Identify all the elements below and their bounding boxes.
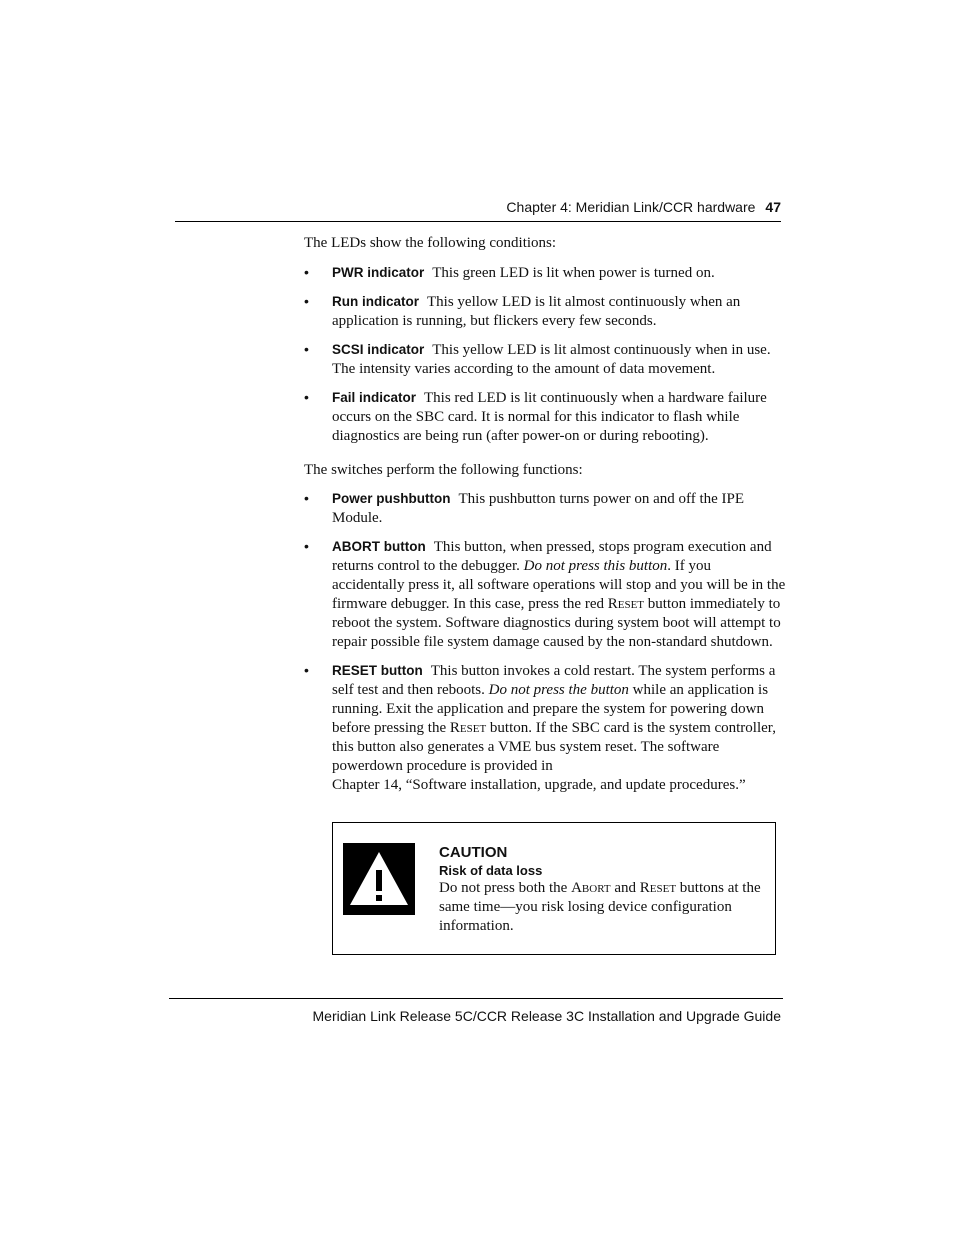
bullet-icon: •	[304, 389, 309, 405]
led-list	[304, 263, 786, 446]
list-item	[304, 537, 786, 652]
list-item	[304, 489, 786, 528]
caution-text: buttons at the same time—you risk losing device configuration information.	[439, 880, 761, 934]
caution-box	[332, 822, 776, 955]
switch-list	[304, 489, 786, 795]
caution-text: and	[610, 880, 640, 896]
description: This button invokes a cold restart. The system performs a self test and then reboots.	[332, 663, 776, 698]
term-abort-button: ABORT button	[332, 539, 426, 554]
page-header	[175, 199, 781, 222]
reset-small-caps: Reset	[639, 880, 677, 896]
description: This yellow LED is lit almost continuously when an application is running, but flickers every few seconds.	[332, 294, 741, 329]
page-footer	[169, 998, 783, 1024]
caution-body	[439, 879, 769, 936]
bullet-icon: •	[304, 490, 309, 506]
term-run-indicator: Run indicator	[332, 294, 419, 309]
bullet-icon: •	[304, 264, 309, 280]
description: This green LED is lit when power is turned on.	[432, 265, 715, 281]
emphasis: Do not press this button	[523, 558, 668, 574]
bullet-icon: •	[304, 662, 309, 678]
abort-small-caps: Abort	[571, 880, 611, 896]
term-reset-button: RESET button	[332, 663, 423, 678]
chapter-reference: Chapter 14, “Software installation, upgrade, and update procedures.”	[332, 777, 746, 793]
caution-text: Do not press both the	[439, 880, 572, 896]
bullet-icon: •	[304, 538, 309, 554]
description: This button, when pressed, stops program execution and returns control to the debugger.	[332, 539, 772, 574]
footer-title: Meridian Link Release 5C/CCR Release 3C Installation and Upgrade Guide	[312, 1008, 781, 1024]
caution-subtitle: Risk of data loss	[439, 863, 543, 878]
warning-icon	[343, 843, 415, 915]
bullet-icon: •	[304, 293, 309, 309]
reset-small-caps: Reset	[607, 596, 645, 612]
list-item	[304, 388, 786, 446]
list-item	[304, 263, 786, 283]
description: while an application is running. Exit the application and prepare the system for powering down before pressing the	[332, 682, 769, 736]
caution-title: CAUTION	[439, 844, 508, 861]
main-content	[304, 234, 786, 804]
list-item	[304, 292, 786, 331]
leds-intro: The LEDs show the following conditions:	[304, 235, 557, 251]
term-fail-indicator: Fail indicator	[332, 390, 417, 405]
description: button immediately to reboot the system. Software diagnostics during system boot will attempt to repair possible file system damage caused by the non-standard shutdown.	[332, 596, 781, 650]
bullet-icon: •	[304, 341, 309, 357]
term-scsi-indicator: SCSI indicator	[332, 342, 425, 357]
list-item	[304, 661, 786, 795]
switches-intro: The switches perform the following functions:	[304, 462, 583, 478]
warning-triangle-icon	[343, 843, 415, 915]
description: . If you accidentally press it, all software operations will stop and you will be in the firmware debugger. In this case, press the red	[332, 558, 786, 612]
running-header	[506, 199, 781, 215]
description: This yellow LED is lit almost continuously when in use. The intensity varies according to the amount of data movement.	[332, 342, 771, 377]
page-number: 47	[765, 199, 781, 215]
chapter-title: Chapter 4: Meridian Link/CCR hardware	[506, 199, 756, 215]
description: This red LED is lit continuously when a hardware failure occurs on the SBC card. It is normal for this indicator to flash while diagnostics are being run (after power-on or during rebooting).	[332, 390, 767, 444]
emphasis: Do not press the button	[488, 682, 629, 698]
reset-small-caps: Reset	[449, 720, 487, 736]
term-power-pushbutton: Power pushbutton	[332, 491, 451, 506]
term-pwr-indicator: PWR indicator	[332, 265, 425, 280]
description: This pushbutton turns power on and off the IPE Module.	[332, 491, 745, 526]
description: button. If the SBC card is the system controller, this button also generates a VME bus system reset. The software powerdown procedure is provided in	[332, 720, 776, 774]
caution-content	[439, 843, 769, 936]
list-item	[304, 340, 786, 379]
